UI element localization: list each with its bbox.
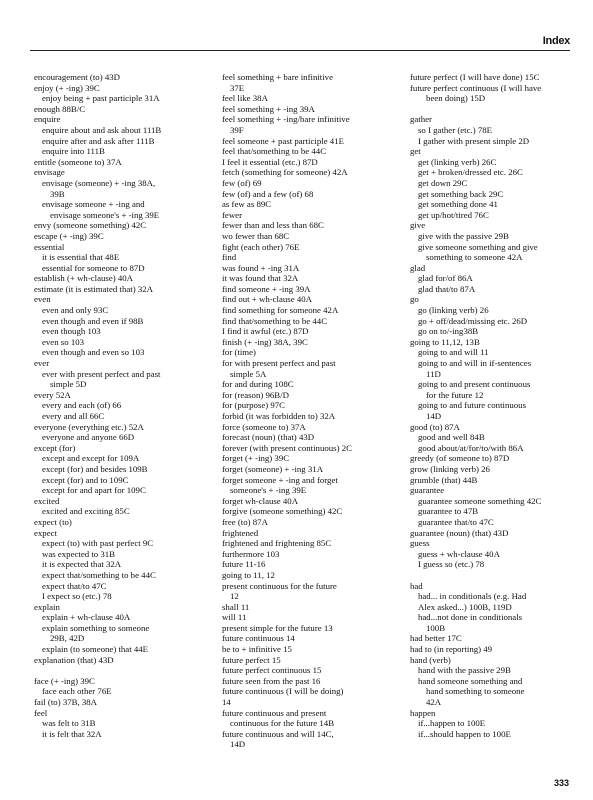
index-entry: fewer — [222, 209, 243, 220]
index-entry: expect — [34, 527, 57, 538]
index-entry: going to and future continuous — [418, 400, 526, 411]
index-entry: get (linking verb) 26C — [418, 156, 497, 167]
index-entry: 39B — [50, 188, 65, 199]
index-entry: few (of) and a few (of) 68 — [222, 188, 314, 199]
index-entry: frightened and frightening 85C — [222, 538, 332, 549]
index-entry: continuous for the future 14B — [230, 718, 335, 729]
index-entry: feel that/something to be 44C — [222, 146, 327, 157]
index-entry: for the future 12 — [426, 389, 484, 400]
index-entry: even though and even so 103 — [42, 347, 145, 358]
index-entry: Alex asked...) 100B, 119D — [418, 601, 512, 612]
index-entry: good (to) 87A — [410, 421, 460, 432]
index-entry: enough 88B/C — [34, 103, 86, 114]
index-entry: grow (linking verb) 26 — [410, 463, 490, 474]
index-entry: forget (someone) + -ing 31A — [222, 463, 324, 474]
index-entry: every and all 66C — [42, 411, 105, 421]
index-entry: 37E — [230, 82, 245, 93]
index-entry: every and each (of) 66 — [42, 400, 122, 411]
index-entry: so I gather (etc.) 78E — [418, 124, 493, 135]
index-entry: enjoy (+ -ing) 39C — [34, 82, 100, 93]
index-entry: guarantee (noun) (that) 43D — [410, 527, 509, 538]
index-entry: shall 11 — [222, 601, 250, 612]
index-entry: free (to) 87A — [222, 516, 268, 527]
index-entry: even though and even if 98B — [42, 315, 144, 326]
index-entry: enquire into 111B — [42, 146, 105, 157]
index-entry: glad that/to 87A — [418, 283, 476, 294]
index-entry: I find it awful (etc.) 87D — [222, 326, 309, 337]
index-entry: be to + infinitive 15 — [222, 644, 292, 655]
index-entry: it is essential that 48E — [42, 252, 120, 263]
index-entry: future continuous 14 — [222, 633, 295, 644]
index-entry: forbid (it was forbidden to) 32A — [222, 411, 336, 421]
index-entry: find — [222, 252, 237, 263]
index-entry: go (linking verb) 26 — [418, 305, 489, 316]
index-entry: forget wh-clause 40A — [222, 495, 299, 506]
index-entry: get down 29C — [418, 177, 468, 188]
index-entry: explain something to someone — [42, 622, 150, 633]
index-entry: enquire — [34, 114, 61, 125]
index-entry: hand someone something and — [418, 675, 523, 686]
index-entry: get something back 29C — [418, 188, 504, 199]
index-entry: I feel it essential (etc.) 87D — [222, 156, 318, 167]
index-entry: hand with the passive 29B — [418, 665, 511, 676]
index-entry: fewer than and less than 68C — [222, 220, 324, 231]
index-entry: forever (with present continuous) 2C — [222, 442, 352, 453]
index-entry: it is expected that 32A — [42, 559, 122, 570]
index-entry: was expected to 31B — [42, 548, 116, 559]
index-entry: find someone + -ing 39A — [222, 283, 311, 294]
index-entry: find out + wh-clause 40A — [222, 294, 312, 305]
index-entry: been doing) 15D — [426, 93, 486, 104]
index-entry: essential for someone to 87D — [42, 262, 145, 273]
index-entry: excited and exciting 85C — [42, 506, 130, 517]
index-entry: 100B — [426, 622, 446, 633]
index-entry: get + broken/dressed etc. 26C — [418, 167, 523, 178]
index-entry: feel something + -ing 39A — [222, 103, 315, 114]
index-entry: give someone something and give — [418, 241, 538, 252]
index-entry: future continuous and will 14C, — [222, 728, 334, 739]
index-entry: escape (+ -ing) 39C — [34, 230, 104, 241]
index-entry: face (+ -ing) 39C — [34, 675, 95, 686]
index-entry: everyone (everything etc.) 52A — [34, 421, 144, 432]
index-entry: was found + -ing 31A — [222, 262, 300, 273]
page-header — [30, 30, 570, 51]
index-entry: explanation (that) 43D — [34, 654, 114, 665]
index-entry: fight (each other) 76E — [222, 241, 300, 252]
index-entry: feel like 38A — [222, 93, 268, 104]
index-entry: expect (to) with past perfect 9C — [42, 538, 154, 549]
index-entry: going to and will 11 — [418, 347, 489, 358]
index-entry: find something for someone 42A — [222, 305, 339, 316]
index-entry: expect that/to 47C — [42, 580, 107, 591]
index-entry: future continuous and present — [222, 707, 327, 718]
index-entry: 14D — [230, 739, 246, 750]
index-entry: 39F — [230, 124, 244, 135]
index-entry: it was found that 32A — [222, 273, 299, 284]
index-entry: guess + wh-clause 40A — [418, 548, 500, 559]
index-entry: furthermore 103 — [222, 548, 280, 559]
index-entry: force (someone to) 37A — [222, 421, 306, 432]
index-entry: glad for/of 86A — [418, 273, 473, 284]
index-heading: Index — [542, 35, 570, 47]
index-entry: 12 — [230, 591, 239, 602]
index-entry: get — [410, 146, 421, 157]
index-entry: happen — [410, 707, 436, 718]
index-entry: even though 103 — [42, 326, 101, 337]
index-entry: guarantee that/to 47C — [418, 516, 494, 527]
index-entry: hand (verb) — [410, 654, 451, 665]
index-entry: except (for) and besides 109B — [42, 463, 148, 474]
index-entry: encouragement (to) 43D — [34, 72, 120, 82]
index-entry: hand something to someone — [426, 686, 525, 697]
index-entry: except for and apart for 109C — [42, 485, 146, 496]
index-entry: go on to/-ing38B — [418, 326, 479, 337]
index-entry: finish (+ -ing) 38A, 39C — [222, 336, 308, 347]
index-entry: expect that/something to be 44C — [42, 569, 156, 580]
index-entry: someone's + -ing 39E — [230, 485, 307, 496]
index-entry: even — [34, 294, 51, 305]
index-entry: 11D — [426, 368, 441, 379]
index-entry: explain — [34, 601, 60, 612]
index-entry: give — [410, 220, 426, 231]
index-entry: going to and present continuous — [418, 379, 531, 390]
index-entry: guess — [410, 538, 430, 549]
index-entry: it is felt that 32A — [42, 728, 102, 739]
index-entry: enjoy being + past participle 31A — [42, 93, 160, 104]
index-entry: face each other 76E — [42, 686, 112, 697]
page-number: 333 — [553, 778, 569, 788]
index-entry: something to someone 42A — [426, 252, 523, 263]
index-entry: had — [410, 580, 423, 591]
index-entry: 14D — [426, 411, 442, 421]
index-entry: except (for) — [34, 442, 76, 453]
index-entry: if...happen to 100E — [418, 718, 486, 729]
index-entry: ever — [34, 358, 50, 369]
index-entry: good and well 84B — [418, 432, 485, 443]
index-entry: had to (in reporting) 49 — [410, 644, 493, 655]
index-entry: envisage (someone) + -ing 38A, — [42, 177, 156, 188]
index-entry: going to and will in if-sentences — [418, 358, 532, 369]
index-entry: forgive (someone something) 42C — [222, 506, 343, 517]
index-entry: was felt to 31B — [42, 718, 96, 729]
index-entry: envisage someone's + -ing 39E — [50, 209, 160, 220]
entry-gap — [410, 104, 570, 115]
index-entry: for (purpose) 97C — [222, 400, 286, 411]
index-entry: I expect so (etc.) 78 — [42, 591, 112, 602]
index-entry: give with the passive 29B — [418, 230, 509, 241]
index-entry: had... in conditionals (e.g. Had — [418, 591, 527, 602]
index-entry: get up/hot/tired 76C — [418, 209, 489, 220]
index-entry: envisage — [34, 167, 65, 178]
index-entry: for and during 108C — [222, 379, 294, 390]
index-entry: frightened — [222, 527, 259, 538]
index-entry: I guess so (etc.) 78 — [418, 559, 485, 570]
index-entry: excited — [34, 495, 60, 506]
index-entry: even so 103 — [42, 336, 85, 347]
index-column-1 — [34, 72, 212, 739]
index-entry: for with present perfect and past — [222, 358, 336, 369]
index-entry: going to 11,12, 13B — [410, 336, 480, 347]
index-entry: feel something + bare infinitive — [222, 72, 333, 82]
index-entry: fetch (something for someone) 42A — [222, 167, 348, 178]
index-entry: entitle (someone to) 37A — [34, 156, 122, 167]
index-entry: 42A — [426, 697, 442, 708]
index-entry: explain + wh-clause 40A — [42, 612, 131, 623]
index-entry: 29B, 42D — [50, 633, 85, 644]
index-entry: future perfect 15 — [222, 654, 281, 665]
index-entry: enquire about and ask about 111B — [42, 124, 162, 135]
index-entry: for (reason) 96B/D — [222, 389, 289, 400]
index-entry: forecast (noun) (that) 43D — [222, 432, 315, 443]
index-column-2 — [222, 72, 402, 750]
index-entry: simple 5A — [230, 368, 267, 379]
index-entry: even and only 93C — [42, 305, 109, 316]
index-entry: grumble (that) 44B — [410, 474, 478, 485]
index-entry: feel — [34, 707, 48, 718]
index-entry: future perfect continuous (I will have — [410, 82, 542, 93]
index-entry: enquire after and ask after 111B — [42, 135, 155, 146]
index-entry: forget someone + -ing and forget — [222, 474, 338, 485]
index-entry: everyone and anyone 66D — [42, 432, 135, 443]
index-entry: will 11 — [222, 612, 247, 623]
index-entry: gather — [410, 114, 432, 125]
index-entry: glad — [410, 262, 426, 273]
index-entry: except and except for 109A — [42, 453, 140, 464]
entry-gap — [34, 665, 212, 676]
index-entry: had better 17C — [410, 633, 462, 644]
index-entry: expect (to) — [34, 516, 72, 527]
index-entry: find that/something to be 44C — [222, 315, 328, 326]
index-entry: as few as 89C — [222, 199, 272, 210]
index-column-3 — [410, 72, 570, 739]
index-entry: future 11-16 — [222, 559, 266, 570]
index-entry: 14 — [222, 697, 231, 708]
index-entry: go — [410, 294, 419, 305]
index-entry: simple 5D — [50, 379, 87, 390]
index-entry: going to 11, 12 — [222, 569, 275, 580]
index-entry: guarantee to 47B — [418, 506, 479, 517]
index-entry: if...should happen to 100E — [418, 728, 511, 739]
index-entry: establish (+ wh-clause) 40A — [34, 273, 134, 284]
index-entry: future perfect continuous 15 — [222, 665, 322, 676]
index-entry: wo fewer than 68C — [222, 230, 290, 241]
index-entry: essential — [34, 241, 65, 252]
index-entry: ever with present perfect and past — [42, 368, 161, 379]
index-entry: go + off/dead/missing etc. 26D — [418, 315, 528, 326]
index-entry: guarantee — [410, 485, 445, 496]
index-entry: future seen from the past 16 — [222, 675, 321, 686]
index-entry: good about/at/for/to/with 86A — [418, 442, 524, 453]
index-entry: I gather with present simple 2D — [418, 135, 530, 146]
index-entry: forget (+ -ing) 39C — [222, 453, 290, 464]
index-entry: fail (to) 37B, 38A — [34, 697, 98, 708]
index-entry: feel someone + past participle 41E — [222, 135, 344, 146]
index-entry: every 52A — [34, 389, 71, 400]
index-entry: explain (to someone) that 44E — [42, 644, 149, 655]
index-entry: had...not done in conditionals — [418, 612, 523, 623]
index-entry: for (time) — [222, 347, 256, 358]
index-entry: present continuous for the future — [222, 580, 337, 591]
entry-gap — [410, 570, 570, 581]
index-entry: greedy (of someone to) 87D — [410, 453, 510, 464]
index-entry: estimate (it is estimated that) 32A — [34, 283, 153, 294]
index-entry: guarantee someone something 42C — [418, 495, 542, 506]
index-entry: few (of) 69 — [222, 177, 262, 188]
index-entry: except (for) and to 109C — [42, 474, 129, 485]
index-entry: present simple for the future 13 — [222, 622, 333, 633]
index-entry: feel something + -ing/bare infinitive — [222, 114, 350, 125]
index-entry: get something done 41 — [418, 199, 498, 210]
index-entry: envy (someone something) 42C — [34, 220, 147, 231]
index-entry: envisage someone + -ing and — [42, 199, 145, 210]
index-entry: future continuous (I will be doing) — [222, 686, 344, 697]
index-entry: future perfect (I will have done) 15C — [410, 72, 540, 82]
